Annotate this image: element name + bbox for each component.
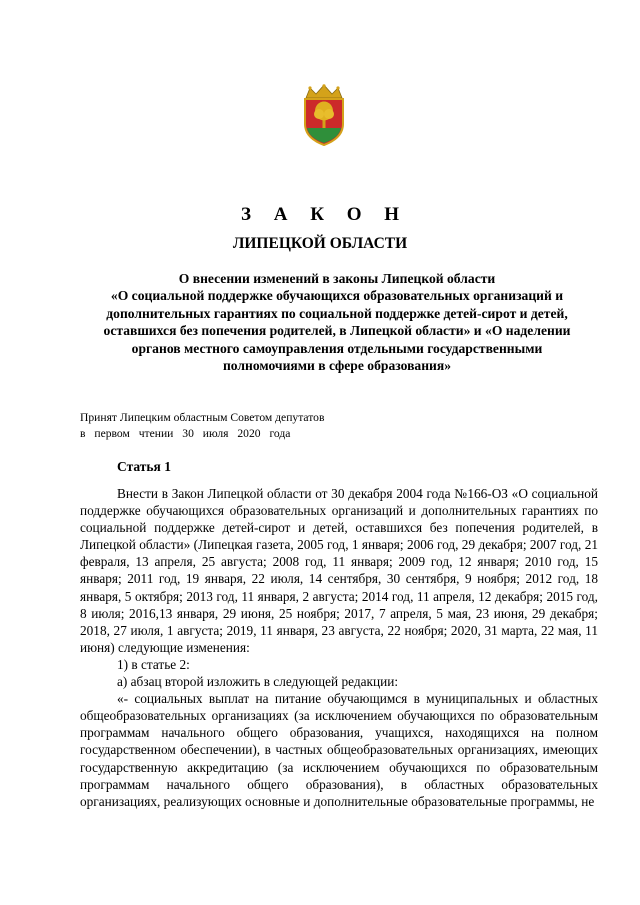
article-paragraph: Внести в Закон Липецкой области от 30 декабря 2004 года №166-ОЗ «О социальной поддержке обучающихся образовательных организаций и дополнительных гарантиях по социальной поддержке детей-сирот и детей, оставшихся без попечения родителей, в Липецкой области» (Липецкая газета, 2005 год, 1 января; 2006 год, 29 декабря; 2007 год, 21 февраля, 13 апреля, 25 августа; 2008 год, 11 января; 2009 год, 12 января; 2010 год, 15 января; 2011 год, 19 января, 22 июля, 14 сентября, 30 сентября, 9 ноября; 2012 год, 18 января, 5 октября; 2013 год, 11 января, 2 августа; 2014 год, 11 апреля, 12 декабря; 2015 год, 8 июля; 2016,13 января, 29 июня, 25 ноября; 2017, 7 апреля, 5 мая, 23 июня, 29 декабря; 2018, 27 июля, 1 августа; 2019, 11 января, 23 августа, 22 ноября; 2020, 31 марта, 22 мая, 11 июня) следующие изменения: [80, 486, 598, 655]
law-title: З А К О Н [240, 204, 409, 225]
law-subject [72, 270, 602, 374]
subject-line: дополнительных гарантиях по социальной поддержке детей-сирот и детей, [106, 305, 568, 321]
article-paragraph: «- социальных выплат на питание обучающимся в муниципальных и областных общеобразовательных организациях (за исключением обучающихся по образовательным программам начального общего образования, учащихся, находящихся на полном государственном обеспечении), в частных общеобразовательных организациях, имеющих государственную аккредитацию (за исключением обучающихся по образовательным программам начального общего образования), в областных образовательных организациях, реализующих основные и дополнительные образовательные программы, не [80, 691, 598, 809]
coat-of-arms-emblem [302, 84, 346, 146]
subject-line: «О социальной поддержке обучающихся образовательных организаций и [110, 288, 564, 304]
article-paragraph: 1) в статье 2: [117, 656, 190, 672]
subject-line: полномочиями в сфере образования» [222, 358, 452, 374]
adoption-line-2: в первом чтении 30 июля 2020 года [80, 427, 291, 440]
adoption-note [80, 410, 324, 442]
subject-line: О внесении изменений в законы Липецкой области [178, 271, 496, 286]
subject-line: органов местного самоуправления отдельными государственными [131, 340, 543, 356]
article-heading: Статья 1 [117, 459, 171, 474]
region-title: ЛИПЕЦКОЙ ОБЛАСТИ [232, 235, 408, 252]
article-paragraph: а) абзац второй изложить в следующей редакции: [117, 674, 399, 690]
subject-line: оставшихся без попечения родителей, в Липецкой области» и «О наделении [103, 323, 571, 339]
adoption-line-1: Принят Липецким областным Советом депутатов [80, 411, 325, 424]
article-body [80, 485, 598, 810]
